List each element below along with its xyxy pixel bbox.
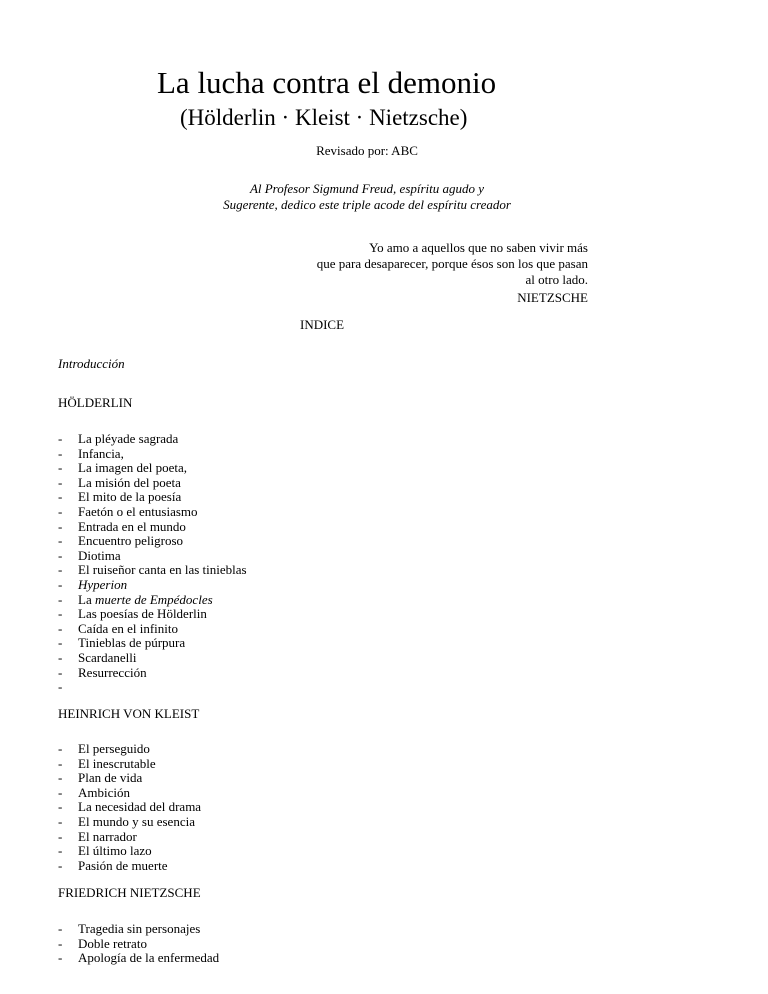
- list-item: - El mito de la poesía: [58, 489, 182, 505]
- epigraph-line-1: Yo amo a aquellos que no saben vivir más: [369, 240, 588, 255]
- kleist-list: [58, 742, 201, 873]
- list-item: - Scardanelli: [58, 649, 137, 665]
- list-item: - Tinieblas de púrpura: [58, 635, 186, 651]
- list-item: - La necesidad del drama: [58, 799, 202, 815]
- list-item: - Tragedia sin personajes: [58, 921, 201, 936]
- list-item: - La misión del poeta: [58, 474, 181, 490]
- list-item: - Ambición: [58, 784, 130, 800]
- dedication: [0, 181, 614, 213]
- list-item: - Resurrección: [58, 664, 147, 680]
- dedication-line-1: Al Profesor Sigmund Freud, espíritu agudo y: [249, 181, 485, 196]
- list-item: - Pasión de muerte: [58, 857, 168, 873]
- index-heading: INDICE: [300, 317, 345, 332]
- list-item: - Doble retrato: [58, 935, 147, 951]
- section-heading-holderlin: HÖLDERLIN: [58, 395, 133, 410]
- list-item: - El último lazo: [58, 843, 152, 859]
- list-item: - La imagen del poeta,: [58, 460, 188, 476]
- dedication-line-2: Sugerente, dedico este triple acode del espíritu creador: [223, 197, 511, 212]
- list-item: - Apología de la enfermedad: [58, 950, 220, 966]
- reviewed-by: Revisado por: ABC: [316, 143, 418, 158]
- list-item: - Plan de vida: [58, 770, 143, 786]
- section-heading-nietzsche: FRIEDRICH NIETZSCHE: [58, 885, 201, 900]
- list-item: - Las poesías de Hölderlin: [58, 606, 207, 622]
- list-item: - Entrada en el mundo: [58, 518, 186, 534]
- list-item: - Faetón o el entusiasmo: [58, 503, 198, 519]
- list-item: - El ruiseñor canta en las tinieblas: [58, 562, 247, 578]
- list-item: - La pléyade sagrada: [58, 431, 179, 446]
- nietzsche-list: [58, 922, 219, 966]
- epigraph-line-2: que para desaparecer, porque ésos son los que pasan: [316, 256, 588, 271]
- list-item: - El perseguido: [58, 741, 150, 756]
- document-subtitle: (Hölderlin · Kleist · Nietzsche): [180, 105, 468, 130]
- list-item: - La muerte de Empédocles: [58, 591, 213, 607]
- list-item: - Encuentro peligroso: [58, 533, 184, 549]
- epigraph-line-3: al otro lado.: [525, 272, 588, 287]
- epigraph-author: NIETZSCHE: [517, 290, 588, 305]
- list-item: - El mundo y su esencia: [58, 813, 195, 829]
- holderlin-list: [58, 432, 247, 695]
- list-item: - Diotima: [58, 547, 121, 563]
- section-heading-kleist: HEINRICH VON KLEIST: [58, 706, 200, 721]
- epigraph: [317, 240, 588, 288]
- list-item: - El narrador: [58, 828, 137, 844]
- index-intro: Introducción: [58, 356, 125, 371]
- list-item: - Caída en el infinito: [58, 620, 179, 636]
- list-item: - Infancia,: [58, 445, 124, 461]
- list-item: -: [58, 679, 63, 695]
- document-title: La lucha contra el demonio: [157, 65, 497, 100]
- list-item: - Hyperion: [58, 576, 128, 592]
- list-item: - El inescrutable: [58, 755, 156, 771]
